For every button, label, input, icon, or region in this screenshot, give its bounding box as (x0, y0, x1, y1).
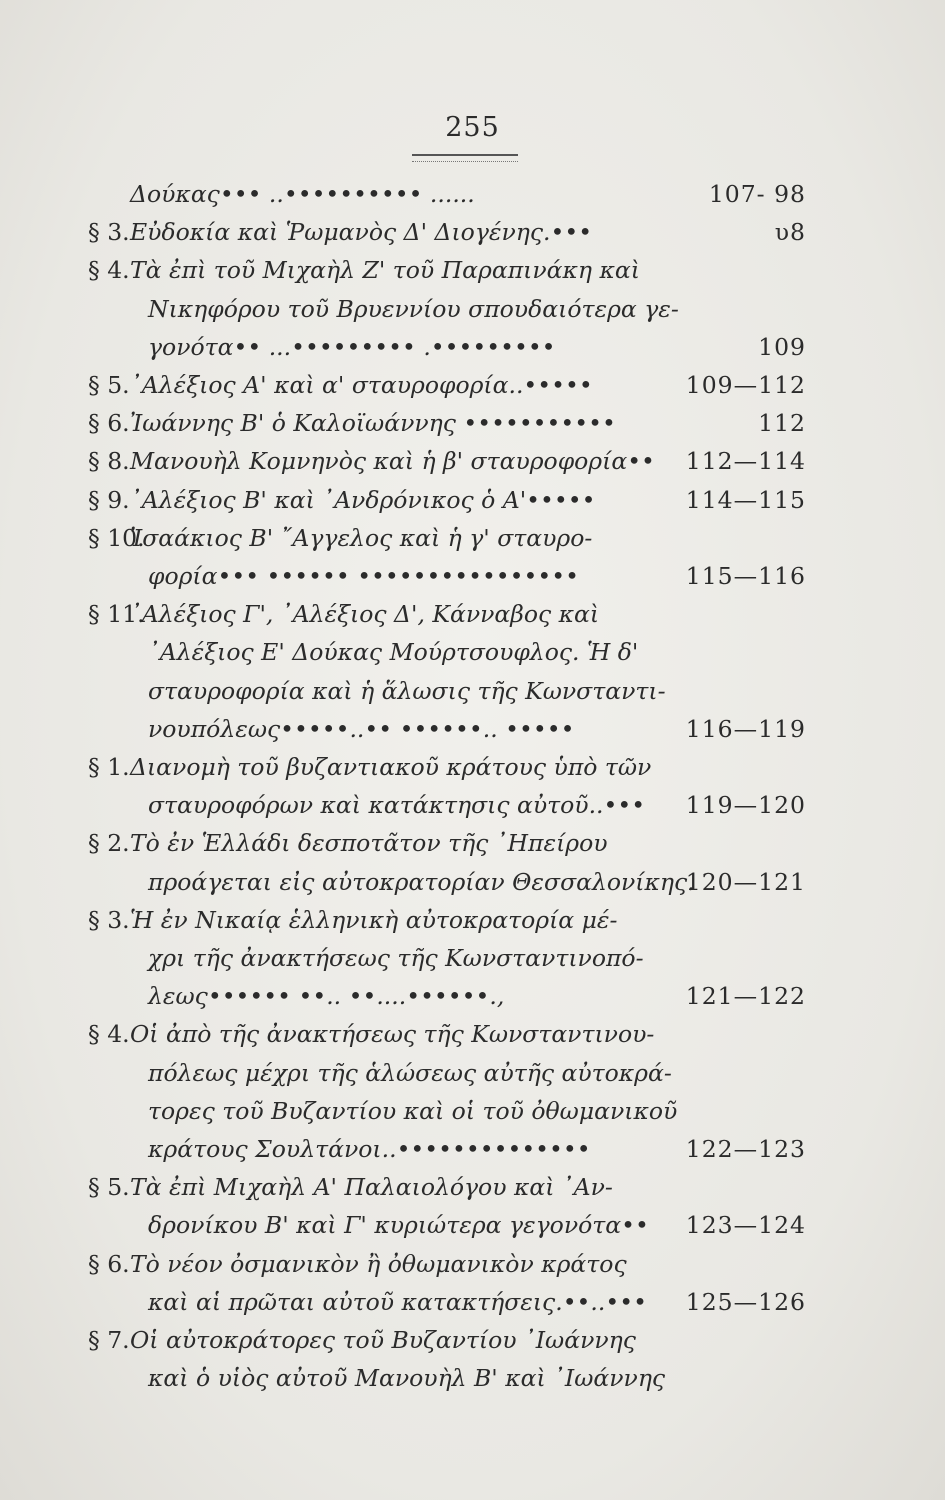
toc-entry (88, 405, 806, 443)
toc-line (88, 634, 806, 672)
page-range: 107- 98 (708, 180, 806, 208)
toc-entry (88, 520, 806, 596)
section-number: § 6. (88, 409, 130, 438)
page-range: 120—121 (685, 867, 806, 896)
entry-title-text: νουπόλεως•••••..•• ••••••.. ••••• (148, 714, 575, 743)
toc-line (88, 252, 806, 290)
toc-entry (88, 1322, 806, 1398)
entry-title-text: σταυροφορία καὶ ἡ ἅλωσις τῆς Κωνσταντι- (148, 676, 666, 705)
section-number: § 2. (88, 829, 130, 858)
page-range: 122—123 (685, 1134, 806, 1163)
entry-title-text: Ἰωάννης Β' ὁ Καλοϊωάννης ••••••••••• (130, 409, 616, 438)
entry-title-text: γονότα•• ...••••••••• .••••••••• (148, 332, 556, 361)
toc-entry (88, 367, 806, 405)
entry-title-text: κράτους Σουλτάνοι..•••••••••••••• (148, 1134, 591, 1163)
toc-line (88, 1284, 806, 1322)
section-number: § 8. (88, 447, 130, 476)
page-range: 112 (758, 409, 806, 438)
section-number: § 3. (88, 905, 130, 934)
section-number: § 4. (88, 1020, 130, 1049)
toc-line (88, 1131, 806, 1169)
toc-line (88, 1322, 806, 1360)
section-number: § 10. (88, 523, 145, 552)
page-range: 119—120 (685, 791, 806, 820)
toc-entry (88, 176, 806, 214)
toc-entry (88, 252, 806, 367)
page-number: 255 (445, 112, 500, 143)
entry-title-text: ᾽Αλέξιος Α' καὶ α' σταυροφορία..••••• (130, 371, 593, 399)
section-number: § 1. (88, 753, 130, 781)
toc-line (88, 1093, 806, 1131)
entry-title-text: ᾽Αλέξιος Γ', ᾽Αλέξιος Δ', Κάνναβος καὶ (130, 600, 600, 629)
page-range: 115—116 (685, 561, 806, 590)
entry-title-text: λεως•••••• ••.. ••....••••••., (148, 982, 505, 1011)
entry-title-text: Τὸ ἐν Ἑλλάδι δεσποτᾶτον τῆς ᾽Ηπείρου (130, 829, 608, 858)
entry-title-text: Τὰ ἐπὶ τοῦ Μιχαὴλ Ζ' τοῦ Παραπινάκη καὶ (130, 256, 640, 285)
entry-title-text: πόλεως μέχρι τῆς ἁλώσεως αὐτῆς αὐτοκρά- (148, 1058, 672, 1087)
section-number: § 11. (88, 600, 145, 629)
page-range: 109—112 (685, 371, 806, 399)
page-range: 125—126 (685, 1287, 806, 1316)
toc-line (88, 520, 806, 558)
entry-title-text: Διανομὴ τοῦ βυζαντιακοῦ κράτους ὑπὸ τῶν (130, 753, 652, 781)
entry-title-text: Δούκας••• ..•••••••••• ...... (130, 180, 475, 208)
toc-entry (88, 1246, 806, 1322)
toc-line (88, 711, 806, 749)
entry-title-text: Μανουὴλ Κομνηνὸς καὶ ἡ β' σταυροφορία•• (130, 447, 655, 476)
toc-entry (88, 443, 806, 481)
section-number: § 9. (88, 485, 130, 514)
toc-line (88, 482, 806, 520)
entry-title-text: ᾽Αλέξιος Ε' Δούκας Μούρτσουφλος. Ἡ δ' (148, 638, 639, 667)
entry-title-text: προάγεται εἰς αὐτοκρατορίαν Θεσσαλονίκης. (148, 867, 695, 896)
toc-entry (88, 1016, 806, 1169)
page-range: 121—122 (685, 982, 806, 1011)
toc-line (88, 558, 806, 596)
toc-line (88, 176, 806, 214)
toc-line (88, 1207, 806, 1245)
entry-title-text: χρι τῆς ἀνακτήσεως τῆς Κωνσταντινοπό- (148, 943, 644, 972)
section-number: § 5. (88, 1173, 130, 1202)
entry-title-text: φορία••• •••••• •••••••••••••••• (148, 561, 579, 590)
toc-line (88, 1169, 806, 1207)
toc-entry (88, 214, 806, 252)
section-number: § 6. (88, 1249, 130, 1278)
entry-title-text: καὶ ὁ υἱὸς αὐτοῦ Μανουὴλ Β' καὶ ᾽Ιωάννης (148, 1364, 666, 1393)
toc-entry (88, 902, 806, 1017)
toc-line (88, 864, 806, 902)
toc-line (88, 367, 806, 405)
entry-title-text: Νικηφόρου τοῦ Βρυεννίου σπουδαιότερα γε- (148, 294, 679, 323)
toc-line (88, 405, 806, 443)
toc-line (88, 749, 806, 787)
toc-line (88, 902, 806, 940)
entry-title-text: δρονίκου Β' καὶ Γ' κυριώτερα γεγονότα•• (148, 1211, 649, 1240)
page-range: 114—115 (685, 485, 806, 514)
toc-entry (88, 1169, 806, 1245)
page-range: 123—124 (685, 1211, 806, 1240)
toc-entry (88, 596, 806, 749)
toc-line (88, 673, 806, 711)
entry-title-text: Ἡ ἐν Νικαίᾳ ἑλληνικὴ αὐτοκρατορία μέ- (130, 905, 618, 934)
entry-title-text: Εὐδοκία καὶ Ῥωμανὸς Δ' Διογένης.••• (130, 218, 593, 247)
page-range: 116—119 (685, 714, 806, 743)
toc-line (88, 1016, 806, 1054)
toc-line (88, 1360, 806, 1398)
toc-line (88, 291, 806, 329)
section-number: § 7. (88, 1326, 130, 1354)
section-number: § 3. (88, 218, 130, 247)
toc-line (88, 596, 806, 634)
entry-title-text: τορες τοῦ Βυζαντίου καὶ οἱ τοῦ ὀθωμανικοῦ (148, 1096, 678, 1125)
page-range: 112—114 (685, 447, 806, 476)
entry-title-text: Ἰσαάκιος Β' ῎Αγγελος καὶ ἡ γ' σταυρο- (130, 523, 593, 552)
entry-title-text: ᾽Αλέξιος Β' καὶ ᾽Ανδρόνικος ὁ Α'••••• (130, 485, 596, 514)
toc-line (88, 329, 806, 367)
section-number: § 4. (88, 256, 130, 285)
toc-line (88, 214, 806, 252)
entry-title-text: Οἱ ἀπὸ τῆς ἀνακτήσεως τῆς Κωνσταντινου- (130, 1020, 655, 1049)
entry-title-text: καὶ αἱ πρῶται αὐτοῦ κατακτήσεις.••..••• (148, 1287, 647, 1316)
toc-line (88, 1246, 806, 1284)
header-ornament-rule (412, 154, 518, 162)
toc-line (88, 978, 806, 1016)
toc-line (88, 825, 806, 863)
toc-line (88, 1055, 806, 1093)
section-number: § 5. (88, 371, 130, 399)
entry-title-text: Τὰ ἐπὶ Μιχαὴλ Α' Παλαιολόγου καὶ ᾽Αν- (130, 1173, 613, 1202)
entry-title-text: σταυροφόρων καὶ κατάκτησις αὐτοῦ..••• (148, 791, 646, 820)
page-range: 109 (758, 332, 806, 361)
toc-entry (88, 749, 806, 825)
toc-line (88, 787, 806, 825)
entry-title-text: Οἱ αὐτοκράτορες τοῦ Βυζαντίου ᾽Ιωάννης (130, 1326, 636, 1354)
entry-title-text: Τὸ νέον ὀσμανικὸν ἢ ὀθωμανικὸν κράτος (130, 1249, 627, 1278)
toc-line (88, 940, 806, 978)
toc-line (88, 443, 806, 481)
toc-entry (88, 825, 806, 901)
toc-entry (88, 482, 806, 520)
page-range: υ8 (774, 218, 806, 247)
